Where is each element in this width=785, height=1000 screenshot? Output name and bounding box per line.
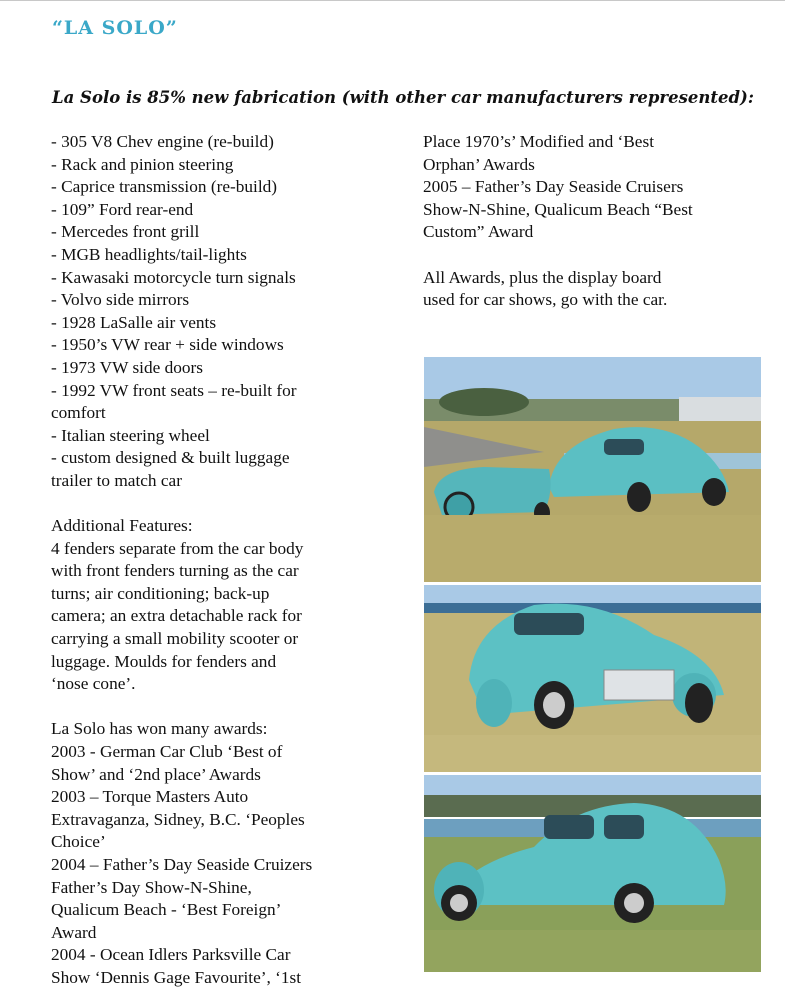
awards-line: Show’ and ‘2nd place’ Awards [51,764,261,784]
awards-continued-line: 2005 – Father’s Day Seaside Cruisers [423,177,684,197]
features-line: turns; air conditioning; back-up [51,583,270,603]
awards-line: Extravaganza, Sidney, B.C. ‘Peoples [51,809,305,829]
awards-line: Father’s Day Show-N-Shine, [51,877,252,897]
parts-item: - Caprice transmission (re-build) [51,177,278,197]
features-line: with front fenders turning as the car [51,561,299,581]
parts-item: - Kawasaki motorcycle turn signals [51,267,296,287]
parts-item: - Volvo side mirrors [51,290,190,310]
features-heading: Additional Features: [51,516,193,536]
parts-item: - 1950’s VW rear + side windows [51,335,284,355]
awards-continued-line: Custom” Award [423,222,534,242]
parts-item: - 305 V8 Chev engine (re-build) [51,132,274,151]
features-section [51,515,411,696]
parts-item: - 109” Ford rear-end [51,199,194,219]
parts-item: - 1973 VW side doors [51,357,204,377]
awards-line: 2003 – Torque Masters Auto [51,787,249,807]
photo-car-front [424,585,761,772]
awards-continued-line: Show-N-Shine, Qualicum Beach “Best [423,199,693,219]
parts-item: - Italian steering wheel [51,425,210,445]
features-line: camera; an extra detachable rack for [51,606,302,626]
photo-car-side [424,775,761,972]
parts-item: - 1992 VW front seats – re-built for [51,380,297,400]
parts-item: - MGB headlights/tail-lights [51,244,247,264]
right-column [423,131,773,312]
features-line: 4 fenders separate from the car body [51,538,304,558]
awards-line: 2004 - Ocean Idlers Parksville Car [51,945,291,965]
subtitle: La Solo is 85% new fabrication (with other car manufacturers represented): [52,88,754,107]
parts-item: - Rack and pinion steering [51,154,234,174]
page-title: “LA SOLO” [52,17,178,39]
parts-list [51,131,411,493]
parts-item: - Mercedes front grill [51,222,200,242]
awards-line: 2003 - German Car Club ‘Best of [51,742,283,762]
awards-line: 2004 – Father’s Day Seaside Cruizers [51,855,313,874]
awards-line: Qualicum Beach - ‘Best Foreign’ [51,900,282,920]
parts-item: comfort [51,403,106,423]
awards-heading: La Solo has won many awards: [51,719,268,739]
parts-item: - custom designed & built luggage [51,448,290,468]
awards-continued-line: Orphan’ Awards [423,154,535,174]
features-line: ‘nose cone’. [51,674,136,694]
photo-car-with-trailer [424,357,761,582]
left-column [51,131,411,990]
awards-line: Show ‘Dennis Gage Favourite’, ‘1st [51,967,302,987]
parts-item: - 1928 LaSalle air vents [51,312,217,332]
top-divider [0,0,785,1]
features-line: carrying a small mobility scooter or [51,629,299,649]
parts-item: trailer to match car [51,470,182,490]
awards-continued-line: Place 1970’s’ Modified and ‘Best [423,132,655,151]
closing-line: used for car shows, go with the car. [423,290,668,310]
awards-section [51,718,411,989]
features-line: luggage. Moulds for fenders and [51,651,277,671]
closing-line: All Awards, plus the display board [423,267,662,287]
awards-line: Choice’ [51,832,106,852]
awards-line: Award [51,922,97,942]
